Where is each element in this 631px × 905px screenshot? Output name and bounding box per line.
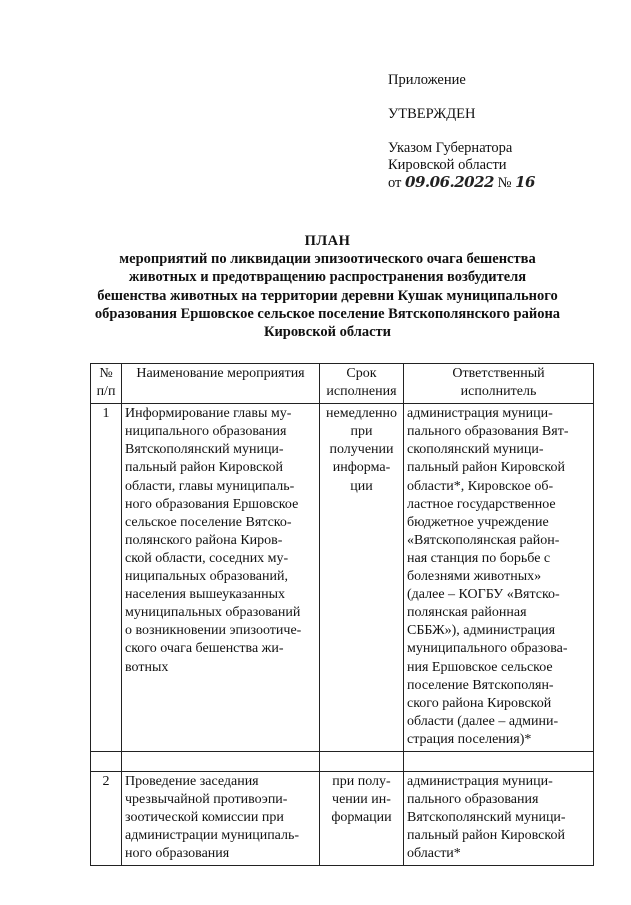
cell-line: ции	[350, 478, 373, 494]
header-text: №	[99, 366, 113, 381]
table-row	[91, 771, 594, 865]
handwritten-number: 16	[515, 173, 535, 191]
cell-line: ного образования	[125, 846, 230, 862]
cell-line: болезнями животных»	[407, 569, 542, 585]
table-spacer-row	[91, 751, 594, 771]
cell-number: 1	[91, 404, 122, 752]
cell-line: ской области, соседних му-	[125, 550, 289, 566]
number-prefix: №	[497, 175, 512, 191]
plan-title: ПЛАН	[304, 233, 351, 249]
header-responsible	[404, 364, 594, 404]
cell-responsible	[404, 404, 594, 752]
heading-line: Кировской области	[263, 324, 392, 341]
header-text: исполнения	[326, 384, 397, 400]
cell-line: Проведение заседания	[125, 773, 259, 789]
cell-line: вотных	[125, 659, 169, 675]
cell-line: ния Ершовское сельское	[407, 659, 553, 675]
cell-line: бюджетное учреждение	[407, 514, 549, 530]
cell-line: Вятскополянский муници-	[407, 810, 566, 826]
handwritten-date: 09.06.2022	[405, 173, 494, 191]
cell-line: ного образования Ершовское	[125, 496, 299, 512]
cell-line: администрации муниципаль-	[125, 828, 300, 844]
cell-line: получении	[329, 442, 394, 458]
header-activity	[122, 364, 320, 404]
cell-line: Вятскополянский муници-	[125, 442, 284, 458]
heading-line: бешенства животных на территории деревни Кушак муниципального	[97, 287, 558, 304]
cell-line: (далее – КОГБУ «Вятско-	[407, 587, 560, 603]
cell-line: Информирование главы му-	[125, 406, 292, 422]
spacer-cell	[91, 751, 122, 771]
cell-line: при	[350, 424, 373, 440]
cell-line: ластное государственное	[407, 496, 556, 512]
approved-label: УТВЕРЖДЕН	[388, 106, 476, 122]
cell-line: пальный район Кировской	[407, 828, 565, 844]
document-heading	[60, 232, 595, 341]
cell-line: чении ин-	[332, 792, 391, 808]
cell-line: зоотической комиссии при	[125, 810, 284, 826]
header-text: Ответственный	[452, 366, 545, 381]
cell-line: страция поселения)*	[407, 731, 532, 747]
cell-line: полянская районная	[407, 605, 527, 621]
decree-date-number	[388, 174, 535, 192]
header-number	[91, 364, 122, 404]
cell-line: области (далее – админи-	[407, 713, 559, 729]
header-text: исполнитель	[460, 384, 537, 400]
cell-line: сельское поселение Вятско-	[125, 514, 292, 530]
cell-line: СББЖ»), администрация	[407, 623, 556, 639]
spacer-cell	[404, 751, 594, 771]
decree-line-1: Указом Губернатора	[388, 140, 513, 156]
cell-line: администрация муници-	[407, 773, 553, 789]
cell-number: 2	[91, 771, 122, 865]
cell-line: формации	[331, 810, 392, 826]
cell-term	[320, 771, 404, 865]
plan-table	[90, 363, 594, 866]
cell-line: пальный район Кировской	[407, 460, 565, 476]
cell-line: скополянский муници-	[407, 442, 544, 458]
cell-line: ского района Кировской	[407, 695, 552, 711]
spacer-cell	[320, 751, 404, 771]
cell-term	[320, 404, 404, 752]
appendix-label: Приложение	[388, 72, 466, 88]
cell-line: населения вышеуказанных	[125, 587, 286, 603]
heading-line: животных и предотвращению распространения возбудителя	[128, 269, 527, 286]
cell-line: области*, Кировское об-	[407, 478, 554, 494]
cell-line: ная станция по борьбе с	[407, 550, 551, 566]
cell-responsible	[404, 771, 594, 865]
header-text: Наименование мероприятия	[136, 366, 305, 381]
cell-line: немедленно	[326, 406, 397, 422]
heading-line: образования Ершовское сельское поселение Вятскополянского района	[94, 305, 561, 322]
cell-line: поселение Вятскополян-	[407, 677, 554, 693]
cell-line: о возникновении эпизоотиче-	[125, 623, 302, 639]
table-header-row	[91, 364, 594, 404]
cell-line: муниципальных образований	[125, 605, 301, 621]
cell-activity	[122, 771, 320, 865]
cell-line: пальный район Кировской	[125, 460, 283, 476]
cell-line: области*	[407, 846, 461, 862]
cell-line: «Вятскополянская район-	[407, 532, 560, 548]
cell-line: информа-	[332, 460, 391, 476]
cell-line: администрация муници-	[407, 406, 553, 422]
header-term	[320, 364, 404, 404]
cell-line: ниципальных образований,	[125, 569, 288, 585]
date-prefix: от	[388, 175, 402, 191]
cell-line: пального образования	[407, 792, 539, 808]
table-row	[91, 404, 594, 752]
cell-line: пального образования Вят-	[407, 424, 569, 440]
cell-line: ского очага бешенства жи-	[125, 641, 284, 657]
spacer-cell	[122, 751, 320, 771]
header-text: п/п	[96, 384, 116, 400]
cell-line: муниципального образова-	[407, 641, 568, 657]
decree-line-2: Кировской области	[388, 157, 507, 173]
heading-line: мероприятий по ликвидации эпизоотического очага бешенства	[119, 251, 536, 268]
cell-line: полянского района Киров-	[125, 532, 283, 548]
header-text: Срок	[346, 366, 377, 381]
cell-line: ниципального образования	[125, 424, 287, 440]
cell-line: области, главы муниципаль-	[125, 478, 295, 494]
cell-activity	[122, 404, 320, 752]
cell-line: чрезвычайной противоэпи-	[125, 792, 288, 808]
cell-line: при полу-	[332, 773, 391, 789]
approval-block	[388, 72, 535, 192]
